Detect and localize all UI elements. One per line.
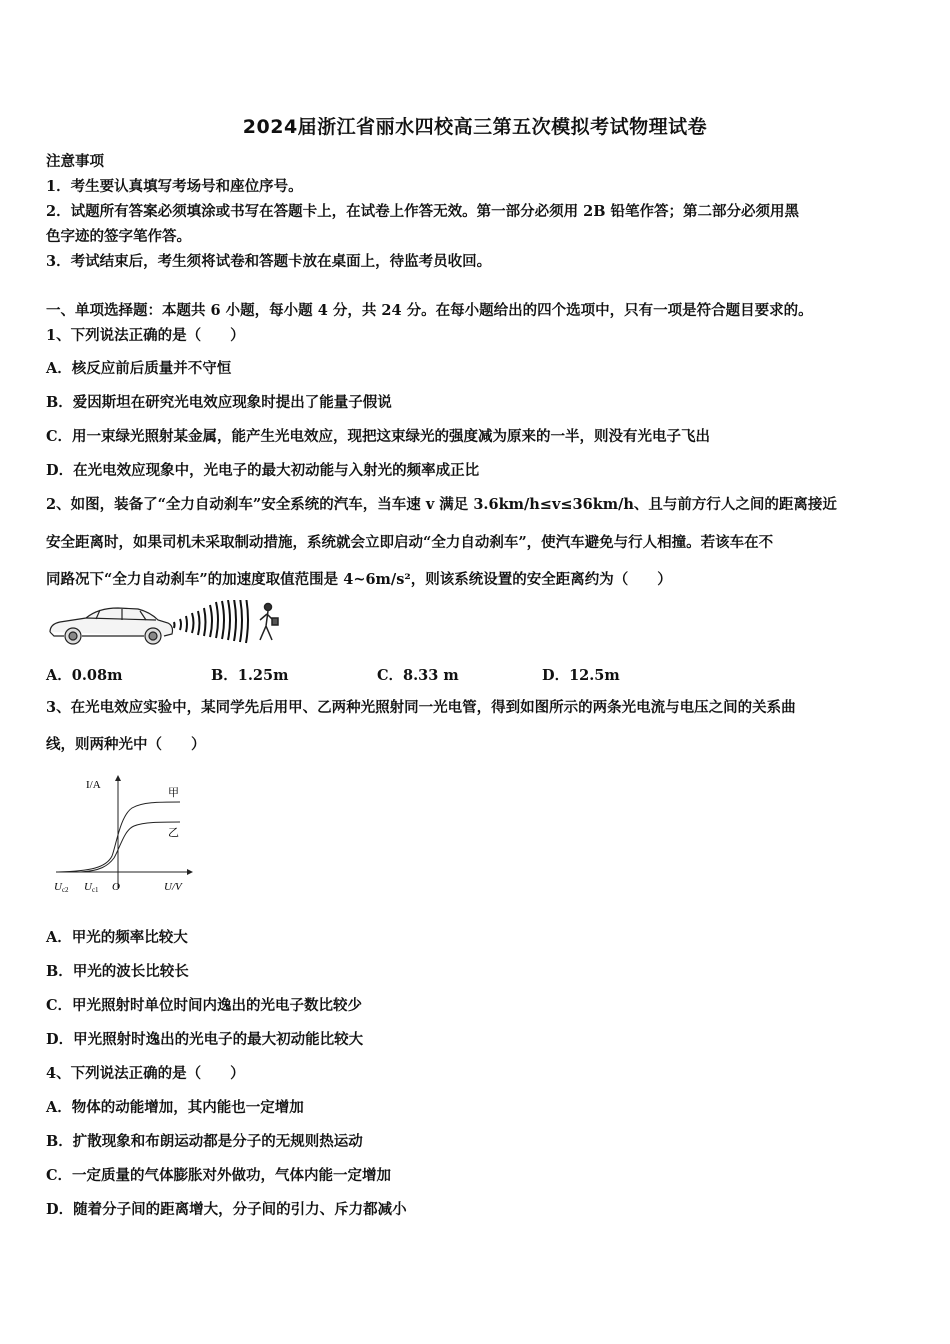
q3-stem-line-2: 线，则两种光中（ ） [46,736,206,753]
curve-jia [58,802,180,872]
q2-option-c: C．8.33 m [377,667,459,684]
q3-stem-line-1: 3、在光电效应实验中，某同学先后用甲、乙两种光照射同一光电管，得到如图所示的两条光电流与电压之间的关系曲 [46,699,796,716]
q1-option-b: B．爱因斯坦在研究光电效应现象时提出了能量子假说 [46,394,392,411]
curve-yi-label: 乙 [168,827,179,839]
exam-title: 2024届浙江省丽水四校高三第五次模拟考试物理试卷 [242,116,708,138]
q4-option-a: A．物体的动能增加，其内能也一定增加 [46,1099,304,1116]
q2-stem-line-1: 2、如图，装备了“全力自动刹车”安全系统的汽车，当车速 v 满足 3.6km/h≤v≤36km/h、且与前方行人之间的距离接近 [46,496,837,513]
q3-option-d: D．甲光照射时逸出的光电子的最大初动能比较大 [46,1031,364,1048]
pedestrian-icon [260,604,278,641]
uc2-label: Uc2 [54,881,69,894]
notice-item-3: 3．考试结束后，考生须将试卷和答题卡放在桌面上，待监考员收回。 [46,253,492,270]
notice-item-2: 2．试题所有答案必须填涂或书写在答题卡上，在试卷上作答无效。第一部分必须用 2B 铅笔作答；第二部分必须用黑 [46,203,800,220]
q4-option-c: C．一定质量的气体膨胀对外做功，气体内能一定增加 [46,1167,392,1184]
radar-waves-icon [174,600,248,643]
q2-stem-line-3: 同路况下“全力自动刹车”的加速度取值范围是 4~6m/s²，则该系统设置的安全距离约为（ ） [46,571,672,588]
notice-item-1: 1．考生要认真填写考场号和座位序号。 [46,178,303,195]
q3-option-b: B．甲光的波长比较长 [46,963,189,980]
iu-graph [50,772,200,898]
q2-option-a: A．0.08m [46,667,123,684]
q2-option-b: B．1.25m [211,667,289,684]
q1-stem: 1、下列说法正确的是（ ） [46,327,245,344]
q2-option-d: D．12.5m [542,667,620,684]
car-pedestrian-figure [46,600,286,650]
curve-yi [80,822,180,872]
q1-option-c: C．用一束绿光照射某金属，能产生光电效应，现把这束绿光的强度减为原来的一半，则没有光电子飞出 [46,428,711,445]
curve-jia-label: 甲 [168,787,179,799]
q1-option-d: D．在光电效应现象中，光电子的最大初动能与入射光的频率成正比 [46,462,480,479]
q4-option-b: B．扩散现象和布朗运动都是分子的无规则热运动 [46,1133,363,1150]
car-icon [50,608,173,644]
ylabel: I/A [86,779,101,791]
q4-stem: 4、下列说法正确的是（ ） [46,1065,245,1082]
section-heading: 一、单项选择题：本题共 6 小题，每小题 4 分，共 24 分。在每小题给出的四个选项中，只有一项是符合题目要求的。 [46,302,813,319]
notice-heading: 注意事项 [46,153,104,170]
q2-stem-line-2: 安全距离时，如果司机未采取制动措施，系统就会立即启动“全力自动刹车”，使汽车避免与行人相撞。若该车在不 [46,534,774,551]
uc1-label: Uc1 [84,881,99,894]
q3-option-c: C．甲光照射时单位时间内逸出的光电子数比较少 [46,997,363,1014]
q3-option-a: A．甲光的频率比较大 [46,929,188,946]
xlabel: U/V [164,881,182,893]
q4-option-d: D．随着分子间的距离增大，分子间的引力、斥力都减小 [46,1201,407,1218]
q1-option-a: A．核反应前后质量并不守恒 [46,360,232,377]
notice-item-2-cont: 色字迹的签字笔作答。 [46,228,191,245]
origin-label: O [112,881,120,893]
